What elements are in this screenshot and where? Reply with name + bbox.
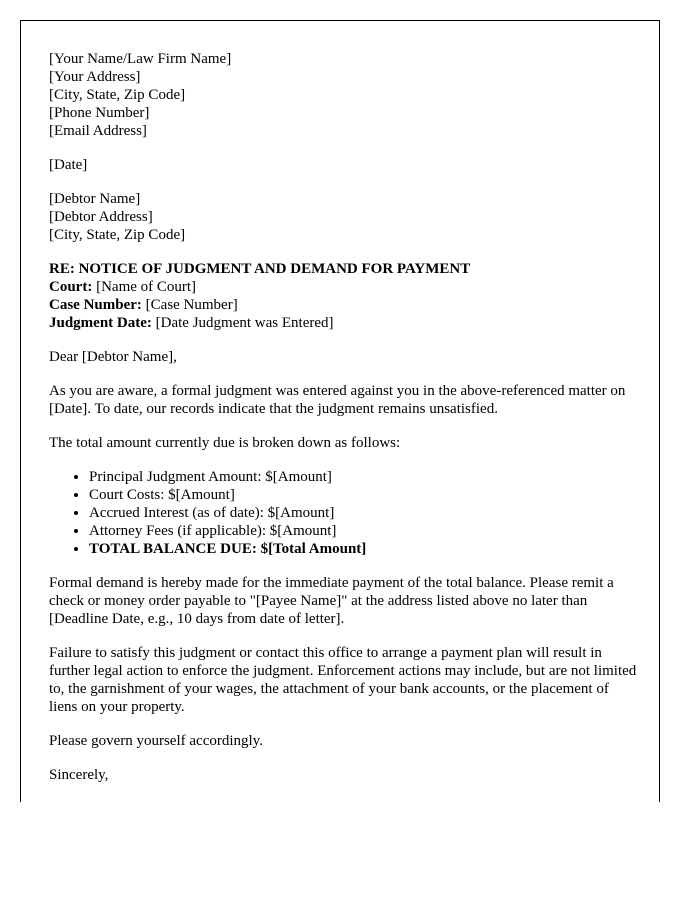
list-item: • Attorney Fees (if applicable): $[Amount]	[89, 522, 659, 540]
re-line	[49, 260, 659, 278]
case-number-label: Case Number:	[49, 297, 142, 313]
judgment-date-line	[49, 314, 659, 332]
sender-address: [Your Address]	[49, 69, 141, 85]
recipient-address: [Debtor Address]	[49, 209, 153, 225]
breakdown-intro: The total amount currently due is broken down as follows:	[49, 435, 401, 451]
case-number-line	[49, 296, 659, 314]
court-value: [Name of Court]	[92, 279, 197, 295]
recipient-block	[49, 190, 659, 244]
sender-phone: [Phone Number]	[49, 105, 150, 121]
closing: Sincerely,	[49, 767, 109, 783]
letter-date: [Date]	[49, 157, 88, 173]
sender-block	[49, 50, 659, 140]
court-label: Court:	[49, 279, 93, 295]
demand-paragraph: Formal demand is hereby made for the immediate payment of the total balance. Please remit a check or money order payable to "[Payee Name]" at the address listed above no later than [Deadline Date, e.g., 10 days from date of letter].	[49, 575, 614, 627]
judgment-date-value: [Date Judgment was Entered]	[151, 315, 334, 331]
list-item: • Accrued Interest (as of date): $[Amount]	[89, 504, 659, 522]
consequences-paragraph: Failure to satisfy this judgment or contact this office to arrange a payment plan will result in further legal action to enforce the judgment. Enforcement actions may include, but are not limited to, the garnishment of your wages, the attachment of your bank accounts, or the placement of liens on your property.	[49, 645, 637, 715]
recipient-name: [Debtor Name]	[49, 191, 141, 207]
sender-city-state-zip: [City, State, Zip Code]	[49, 87, 186, 103]
date-block	[49, 156, 659, 174]
govern-paragraph: Please govern yourself accordingly.	[49, 733, 263, 749]
letter-page	[20, 20, 660, 802]
total-balance-item: • TOTAL BALANCE DUE: $[Total Amount]	[89, 540, 659, 558]
sender-email: [Email Address]	[49, 123, 147, 139]
recipient-city-state-zip: [City, State, Zip Code]	[49, 227, 186, 243]
intro-paragraph: As you are aware, a formal judgment was entered against you in the above-referenced matter on [Date]. To date, our records indicate that the judgment remains unsatisfied.	[49, 383, 626, 417]
court-line	[49, 278, 659, 296]
case-number-value: [Case Number]	[141, 297, 238, 313]
list-item: • Court Costs: $[Amount]	[89, 486, 659, 504]
list-item: • Principal Judgment Amount: $[Amount]	[89, 468, 659, 486]
amount-list	[49, 468, 659, 558]
re-line-text: RE: NOTICE OF JUDGMENT AND DEMAND FOR PAYMENT	[49, 261, 471, 277]
judgment-date-label: Judgment Date:	[49, 315, 152, 331]
sender-name: [Your Name/Law Firm Name]	[49, 51, 232, 67]
salutation: Dear [Debtor Name],	[49, 349, 177, 365]
subject-block	[49, 260, 659, 332]
